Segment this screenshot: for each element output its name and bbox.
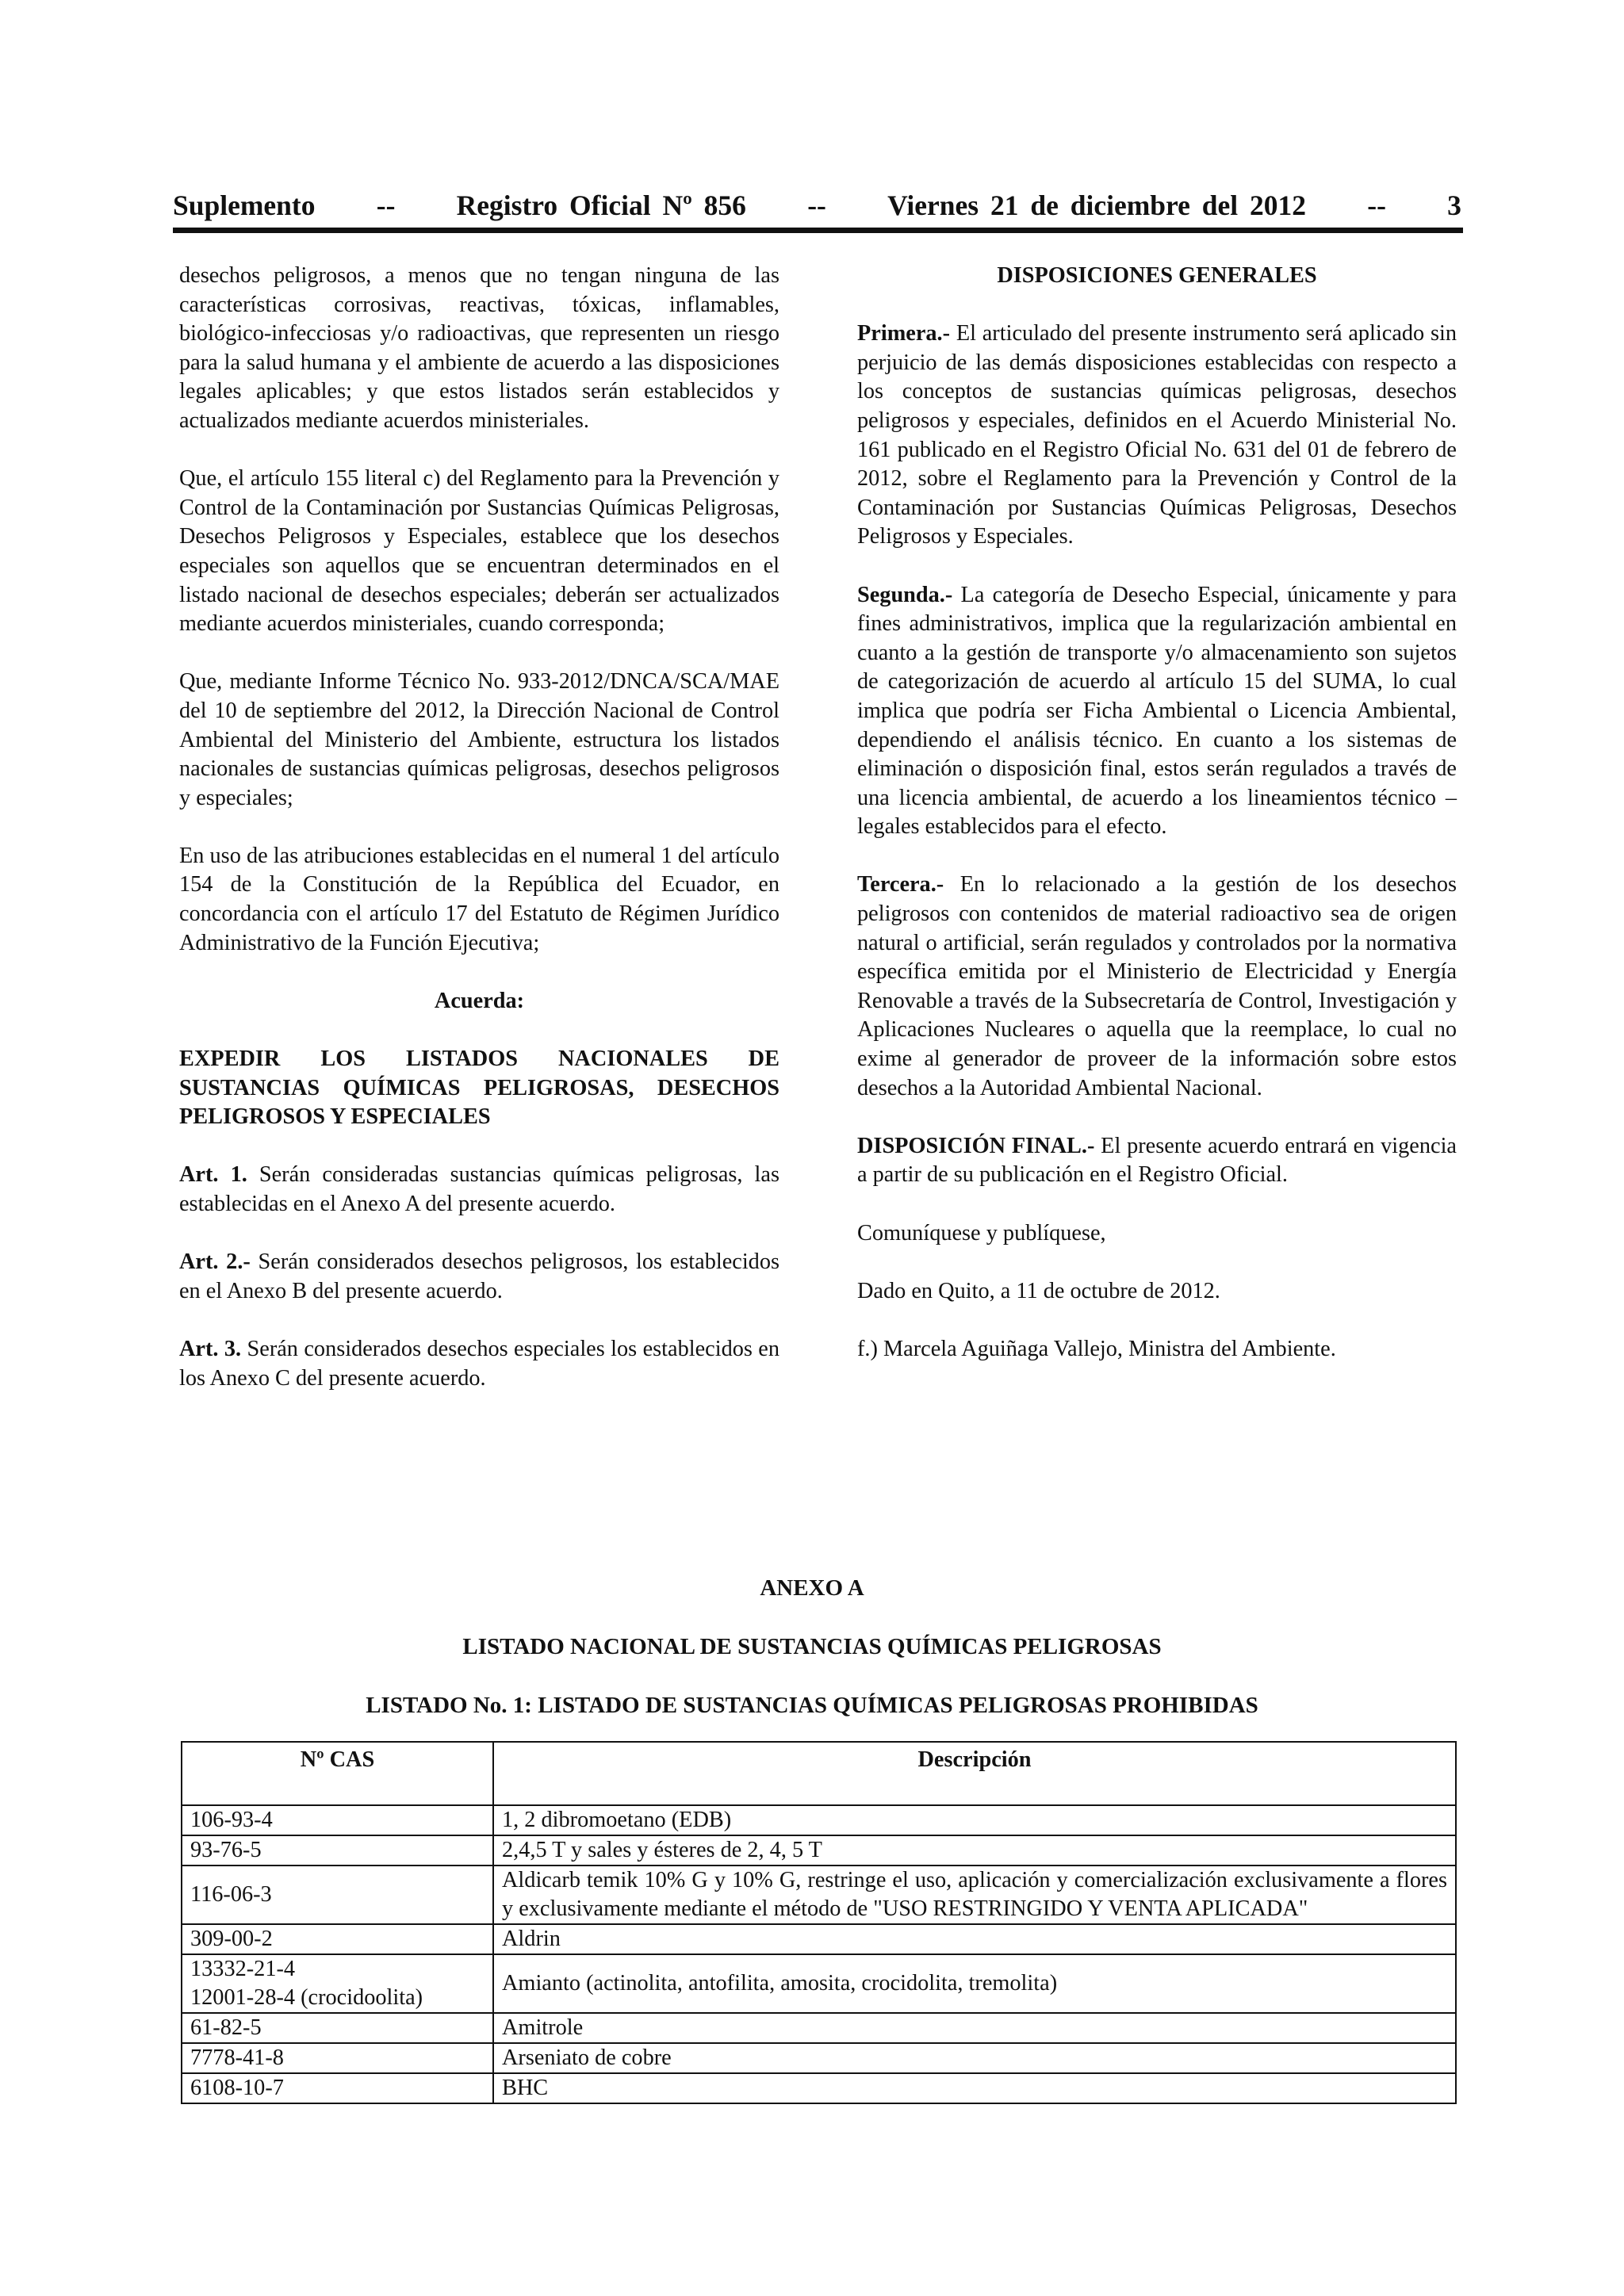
page-number: 3 bbox=[1447, 189, 1461, 221]
disposicion-text: En lo relacionado a la gestión de los desechos peligrosos con contenidos de material radioactivo sea de origen natural o artificial, serán regulados y controlados por la normativa específica emitida por el Ministerio de Electricidad y Energía Renovable a través de la Subsecretaría de Control, Investigación y Aplicaciones Nucleares o aquella que la reemplace, lo cual no exime al generador de proveer de la información sobre estos desechos a la Autoridad Ambiental Nacional. bbox=[857, 872, 1457, 1100]
header-registro: Registro Oficial Nº 856 bbox=[456, 189, 746, 221]
header-rule bbox=[173, 228, 1463, 233]
annex-subtitle: LISTADO NACIONAL DE SUSTANCIAS QUÍMICAS PELIGROSAS bbox=[462, 1634, 1162, 1659]
table-row bbox=[182, 1924, 1456, 1954]
acuerda-heading: Acuerda: bbox=[434, 988, 525, 1013]
page-header bbox=[173, 189, 1461, 222]
disposicion-text: La categoría de Desecho Especial, únicamente y para fines administrativos, implica que la regularización ambiental en cuanto a la gestión de transporte y/o almacenamiento son sujetos de categorización de acuerdo al artículo 15 del SUMA, lo cual implica que podría ser Ficha Ambiental o Licencia Ambiental, dependiendo el análisis técnico. En cuanto a los sistemas de eliminación o disposición final, estos serán regulados a través de una licencia ambiental, de acuerdo a los lineamientos técnico – legales establecidos para el efecto. bbox=[857, 582, 1457, 840]
listado-title: LISTADO No. 1: LISTADO DE SUSTANCIAS QUÍMICAS PELIGROSAS PROHIBIDAS bbox=[366, 1693, 1258, 1718]
article-text: Serán considerados desechos especiales los establecidos en los Anexo C del presente acuerdo. bbox=[179, 1336, 779, 1391]
left-column bbox=[179, 262, 779, 1422]
description-cell: Aldrin bbox=[493, 1924, 1456, 1954]
right-column bbox=[857, 262, 1457, 1393]
cas-cell: 61-82-5 bbox=[182, 2013, 493, 2043]
table-header-row bbox=[182, 1742, 1456, 1805]
disposicion-label: Primera.- bbox=[857, 321, 951, 346]
article-text: Serán consideradas sustancias químicas peligrosas, las establecidas en el Anexo A del presente acuerdo. bbox=[179, 1162, 779, 1216]
disposicion-segunda bbox=[857, 581, 1457, 842]
table-row bbox=[182, 2013, 1456, 2043]
disposicion-text: El presente acuerdo entrará en vigencia a partir de su publicación en el Registro Oficial. bbox=[857, 1133, 1457, 1188]
cas-cell: 93-76-5 bbox=[182, 1835, 493, 1866]
cas-cell: 7778-41-8 bbox=[182, 2043, 493, 2073]
description-cell: Arseniato de cobre bbox=[493, 2043, 1456, 2073]
expedir-heading: EXPEDIR LOS LISTADOS NACIONALES DE SUSTANCIAS QUÍMICAS PELIGROSAS, DESECHOS PELIGROSOS Y ESPECIALES bbox=[179, 1047, 779, 1130]
dado-line: Dado en Quito, a 11 de octubre de 2012. bbox=[857, 1278, 1220, 1303]
substances-table bbox=[181, 1741, 1457, 2104]
column-header-cas: Nº CAS bbox=[182, 1742, 493, 1805]
table-row bbox=[182, 1866, 1456, 1924]
description-cell: Amianto (actinolita, antofilita, amosita, crocidolita, tremolita) bbox=[493, 1954, 1456, 2013]
article-label: Art. 2.- bbox=[179, 1249, 251, 1275]
article-1 bbox=[179, 1161, 779, 1219]
description-cell: BHC bbox=[493, 2073, 1456, 2103]
cas-cell: 106-93-4 bbox=[182, 1805, 493, 1835]
article-label: Art. 1. bbox=[179, 1162, 247, 1188]
disposiciones-heading: DISPOSICIONES GENERALES bbox=[997, 263, 1317, 288]
header-dash: -- bbox=[807, 189, 826, 221]
column-header-description: Descripción bbox=[493, 1742, 1456, 1805]
table-row bbox=[182, 1954, 1456, 2013]
description-cell: Aldicarb temik 10% G y 10% G, restringe el uso, aplicación y comercialización exclusivamente a flores y exclusivamente mediante el método de "USO RESTRINGIDO Y VENTA APLICADA" bbox=[493, 1866, 1456, 1924]
header-dash: -- bbox=[376, 189, 396, 221]
paragraph: Que, el artículo 155 literal c) del Reglamento para la Prevención y Control de la Contaminación por Sustancias Químicas Peligrosas, Desechos Peligrosos y Especiales, establece que los desechos especiales son aquellos que se encuentran determinados en el listado nacional de desechos especiales; deberán ser actualizados mediante acuerdos ministeriales, cuando corresponda; bbox=[179, 466, 779, 637]
disposicion-final bbox=[857, 1132, 1457, 1190]
signature-line: f.) Marcela Aguiñaga Vallejo, Ministra del Ambiente. bbox=[857, 1336, 1336, 1361]
cas-cell bbox=[182, 1954, 493, 2013]
disposicion-tercera bbox=[857, 871, 1457, 1103]
header-date: Viernes 21 de diciembre del 2012 bbox=[887, 189, 1307, 221]
cas-cell: 6108-10-7 bbox=[182, 2073, 493, 2103]
disposicion-primera bbox=[857, 320, 1457, 552]
disposicion-label: DISPOSICIÓN FINAL.- bbox=[857, 1133, 1095, 1158]
disposicion-label: Segunda.- bbox=[857, 582, 953, 607]
table-row bbox=[182, 1835, 1456, 1866]
description-cell: Amitrole bbox=[493, 2013, 1456, 2043]
table-row bbox=[182, 2043, 1456, 2073]
cas-line: 13332-21-4 bbox=[190, 1957, 296, 1981]
comuniquese-line: Comuníquese y publíquese, bbox=[857, 1220, 1106, 1246]
description-cell: 1, 2 dibromoetano (EDB) bbox=[493, 1805, 1456, 1835]
header-dash: -- bbox=[1367, 189, 1386, 221]
table-row bbox=[182, 1805, 1456, 1835]
disposicion-label: Tercera.- bbox=[857, 872, 944, 897]
article-label: Art. 3. bbox=[179, 1336, 242, 1361]
table-row bbox=[182, 2073, 1456, 2103]
article-3 bbox=[179, 1335, 779, 1393]
disposicion-text: El articulado del presente instrumento será aplicado sin perjuicio de las demás disposiciones establecidas con respecto a los conceptos de sustancias químicas peligrosas, desechos peligrosos y especiales, definidos en el Acuerdo Ministerial No. 161 publicado en el Registro Oficial No. 631 del 01 de febrero de 2012, sobre el Reglamento para la Prevención y Control de la Contaminación por Sustancias Químicas Peligrosas, Desechos Peligrosos y Especiales. bbox=[857, 321, 1457, 549]
annex-title: ANEXO A bbox=[760, 1575, 864, 1601]
cas-cell: 309-00-2 bbox=[182, 1924, 493, 1954]
article-2 bbox=[179, 1248, 779, 1306]
paragraph: En uso de las atribuciones establecidas en el numeral 1 del artículo 154 de la Constitución de la República del Ecuador, en concordancia con el artículo 17 del Estatuto de Régimen Jurídico Administrativo de la Función Ejecutiva; bbox=[179, 843, 779, 955]
description-cell: 2,4,5 T y sales y ésteres de 2, 4, 5 T bbox=[493, 1835, 1456, 1866]
cas-line: 12001-28-4 (crocidoolita) bbox=[190, 1985, 423, 2010]
cas-cell: 116-06-3 bbox=[182, 1866, 493, 1924]
paragraph: Que, mediante Informe Técnico No. 933-2012/DNCA/SCA/MAE del 10 de septiembre del 2012, la Dirección Nacional de Control Ambiental del Ministerio del Ambiente, estructura los listados nacionales de sustancias químicas peligrosas, desechos peligrosos y especiales; bbox=[179, 669, 779, 810]
paragraph: desechos peligrosos, a menos que no tengan ninguna de las características corrosivas, reactivas, tóxicas, inflamables, biológico-infecciosas y/o radioactivas, que representen un riesgo para la salud humana y el ambiente de acuerdo a las disposiciones legales aplicables; y que estos listados serán establecidos y actualizados mediante acuerdos ministeriales. bbox=[179, 263, 779, 433]
header-supplement: Suplemento bbox=[173, 189, 316, 221]
article-text: Serán considerados desechos peligrosos, los establecidos en el Anexo B del presente acuerdo. bbox=[179, 1249, 779, 1303]
